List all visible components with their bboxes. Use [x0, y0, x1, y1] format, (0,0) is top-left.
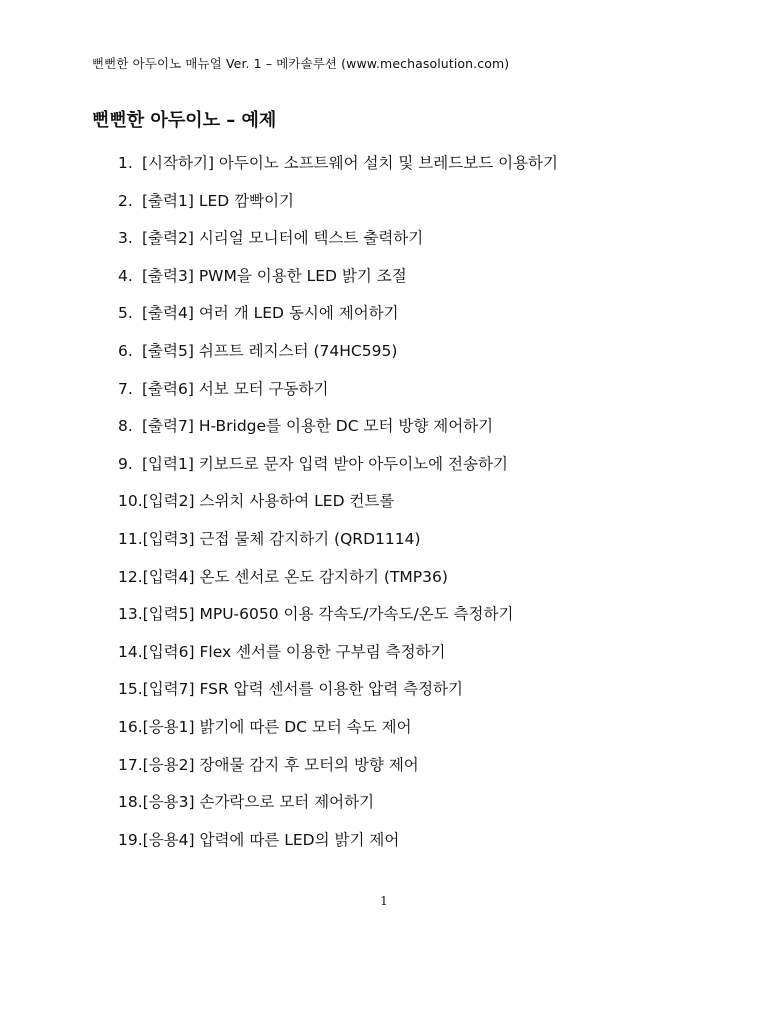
running-header: 뻔뻔한 아두이노 매뉴얼 Ver. 1 – 메카솔루션 (www.mechasolution.com) [92, 56, 510, 71]
list-item-number: 18. [118, 793, 143, 812]
list-item-number: 5. [118, 304, 133, 323]
list-item-text: [출력5] 쉬프트 레지스터 (74HC595) [142, 341, 398, 360]
list-item-text: [응용3] 손가락으로 모터 제어하기 [142, 793, 375, 812]
list-item-number: 10. [118, 492, 143, 511]
list-item-number: 12. [118, 567, 143, 586]
list-item [118, 152, 558, 190]
list-item [118, 415, 558, 453]
list-item [118, 265, 558, 303]
list-item-number: 7. [118, 379, 133, 398]
example-list [118, 152, 558, 866]
list-item-text: [출력1] LED 깜빡이기 [142, 191, 295, 210]
list-item [118, 227, 558, 265]
list-item-text: [입력1] 키보드로 문자 입력 받아 아두이노에 전송하기 [142, 454, 508, 473]
list-item-number: 3. [118, 229, 133, 248]
list-item-text: [출력7] H-Bridge를 이용한 DC 모터 방향 제어하기 [142, 417, 494, 436]
list-item-text: [출력2] 시리얼 모니터에 텍스트 출력하기 [142, 229, 424, 248]
list-item [118, 528, 558, 566]
list-item [118, 641, 558, 679]
list-item [118, 754, 558, 792]
list-item [118, 829, 558, 867]
list-item [118, 791, 558, 829]
list-item-text: [입력3] 근접 물체 감지하기 (QRD1114) [142, 529, 421, 548]
list-item [118, 716, 558, 754]
list-item [118, 190, 558, 228]
list-item-text: [입력6] Flex 센서를 이용한 구부림 측정하기 [142, 642, 446, 661]
list-item-text: [시작하기] 아두이노 소프트웨어 설치 및 브레드보드 이용하기 [142, 154, 558, 172]
list-item [118, 678, 558, 716]
list-item-number: 1. [118, 154, 133, 172]
list-item [118, 340, 558, 378]
list-item-text: [출력3] PWM을 이용한 LED 밝기 조절 [142, 266, 407, 285]
page-title: 뻔뻔한 아두이노 – 예제 [92, 110, 277, 131]
list-item-number: 4. [118, 266, 133, 285]
list-item-text: [응용1] 밝기에 따른 DC 모터 속도 제어 [142, 717, 412, 736]
list-item-number: 2. [118, 191, 133, 210]
list-item [118, 490, 558, 528]
list-item-number: 11. [118, 529, 143, 548]
list-item-number: 8. [118, 417, 133, 436]
list-item-text: [응용2] 장애물 감지 후 모터의 방향 제어 [142, 755, 419, 774]
list-item-number: 17. [118, 755, 143, 774]
list-item-number: 16. [118, 717, 143, 736]
list-item-text: [입력5] MPU-6050 이용 각속도/가속도/온도 측정하기 [142, 605, 514, 624]
list-item [118, 378, 558, 416]
list-item [118, 302, 558, 340]
list-item-number: 6. [118, 341, 133, 360]
list-item-text: [입력7] FSR 압력 센서를 이용한 압력 측정하기 [142, 680, 463, 699]
list-item [118, 603, 558, 641]
list-item-text: [입력2] 스위치 사용하여 LED 컨트롤 [142, 492, 395, 511]
list-item-number: 13. [118, 605, 143, 624]
page-number: 1 [380, 894, 388, 908]
list-item-number: 15. [118, 680, 143, 699]
list-item-number: 14. [118, 642, 143, 661]
list-item-number: 9. [118, 454, 133, 473]
list-item-text: [입력4] 온도 센서로 온도 감지하기 (TMP36) [142, 567, 448, 586]
list-item-text: [출력6] 서보 모터 구동하기 [142, 379, 329, 398]
list-item-number: 19. [118, 830, 143, 849]
list-item-text: [출력4] 여러 개 LED 동시에 제어하기 [142, 304, 399, 323]
list-item-text: [응용4] 압력에 따른 LED의 밝기 제어 [142, 830, 400, 849]
list-item [118, 566, 558, 604]
list-item [118, 453, 558, 491]
